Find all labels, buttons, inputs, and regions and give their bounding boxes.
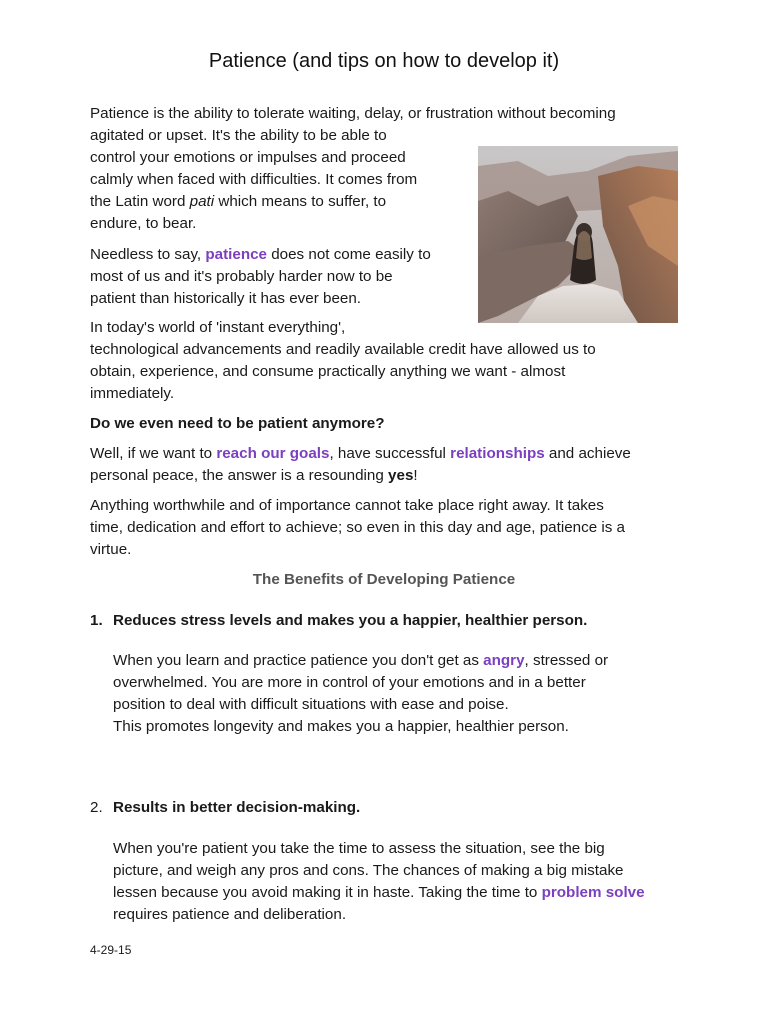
answer-line	[90, 465, 631, 487]
needless-line: patient than historically it has ever been.	[90, 290, 362, 307]
question-heading: Do we even need to be patient anymore?	[90, 415, 385, 432]
intro-line: calmly when faced with difficulties. It comes from	[90, 171, 418, 188]
todays-line: immediately.	[90, 385, 175, 402]
worthwhile-line: time, dedication and effort to achieve; so even in this day and age, patience is a	[90, 519, 626, 536]
latin-word: pati	[189, 193, 215, 210]
todays-line: obtain, experience, and consume practically anything we want - almost	[90, 363, 566, 380]
yes-emphasis: yes	[388, 467, 414, 484]
list-number: 2.	[90, 799, 103, 816]
answer-text: !	[413, 467, 418, 484]
problem-solve-link[interactable]: problem solve	[541, 884, 645, 901]
intro-line: agitated or upset. It's the ability to be able to	[90, 127, 387, 144]
answer-paragraph	[90, 443, 631, 487]
list-number: 1.	[90, 612, 103, 629]
patience-link[interactable]: patience	[205, 246, 267, 263]
needless-line: most of us and it's probably harder now to be	[90, 268, 393, 285]
worthwhile-paragraph	[90, 495, 625, 561]
benefit-line: This promotes longevity and makes you a happier, healthier person.	[113, 718, 569, 735]
benefits-section-heading: The Benefits of Developing Patience	[252, 571, 516, 588]
answer-text: personal peace, the answer is a resounding	[90, 467, 389, 484]
worthwhile-line: Anything worthwhile and of importance cannot take place right away. It takes	[90, 497, 604, 514]
document-date: 4-29-15	[90, 943, 132, 957]
todays-line: In today's world of 'instant everything',	[90, 319, 346, 336]
benefit-heading: Results in better decision-making.	[113, 799, 361, 816]
benefit-text: When you learn and practice patience you don't get as	[113, 652, 484, 669]
needless-text: Needless to say,	[90, 246, 206, 263]
answer-line	[90, 443, 631, 465]
answer-text: Well, if we want to	[90, 445, 217, 462]
benefit-line: picture, and weigh any pros and cons. The chances of making a big mistake	[113, 862, 624, 879]
benefit-body	[113, 838, 645, 926]
worthwhile-line: virtue.	[90, 541, 132, 558]
intro-line: Patience is the ability to tolerate waiting, delay, or frustration without becoming	[90, 105, 616, 122]
benefit-heading: Reduces stress levels and makes you a happier, healthier person.	[113, 612, 588, 629]
todays-world-paragraph	[90, 317, 596, 405]
answer-text: , have successful	[329, 445, 451, 462]
benefit-line: position to deal with difficult situations with ease and poise.	[113, 696, 509, 713]
benefit-line: overwhelmed. You are more in control of your emotions and in a better	[113, 674, 586, 691]
needless-paragraph	[90, 244, 431, 310]
intro-text: which means to suffer, to	[214, 193, 387, 210]
intro-line: control your emotions or impulses and proceed	[90, 149, 406, 166]
needless-text: does not come easily to	[267, 246, 431, 263]
benefit-body	[113, 650, 608, 738]
reach-our-goals-link[interactable]: reach our goals	[216, 445, 330, 462]
answer-text: and achieve	[544, 445, 631, 462]
benefit-line: requires patience and deliberation.	[113, 906, 347, 923]
intro-text: the Latin word	[90, 193, 190, 210]
cliff-meditation-photo	[478, 146, 678, 323]
relationships-link[interactable]: relationships	[450, 445, 545, 462]
angry-link[interactable]: angry	[483, 652, 525, 669]
benefit-line	[113, 882, 645, 904]
benefit-line: When you're patient you take the time to assess the situation, see the big	[113, 840, 605, 857]
page-title: Patience (and tips on how to develop it)	[208, 50, 560, 72]
intro-line: endure, to bear.	[90, 215, 197, 232]
benefit-text: , stressed or	[524, 652, 609, 669]
needless-line	[90, 244, 431, 266]
benefit-line	[113, 650, 608, 672]
todays-line: technological advancements and readily available credit have allowed us to	[90, 341, 596, 358]
benefit-text: lessen because you avoid making it in haste. Taking the time to	[113, 884, 542, 901]
